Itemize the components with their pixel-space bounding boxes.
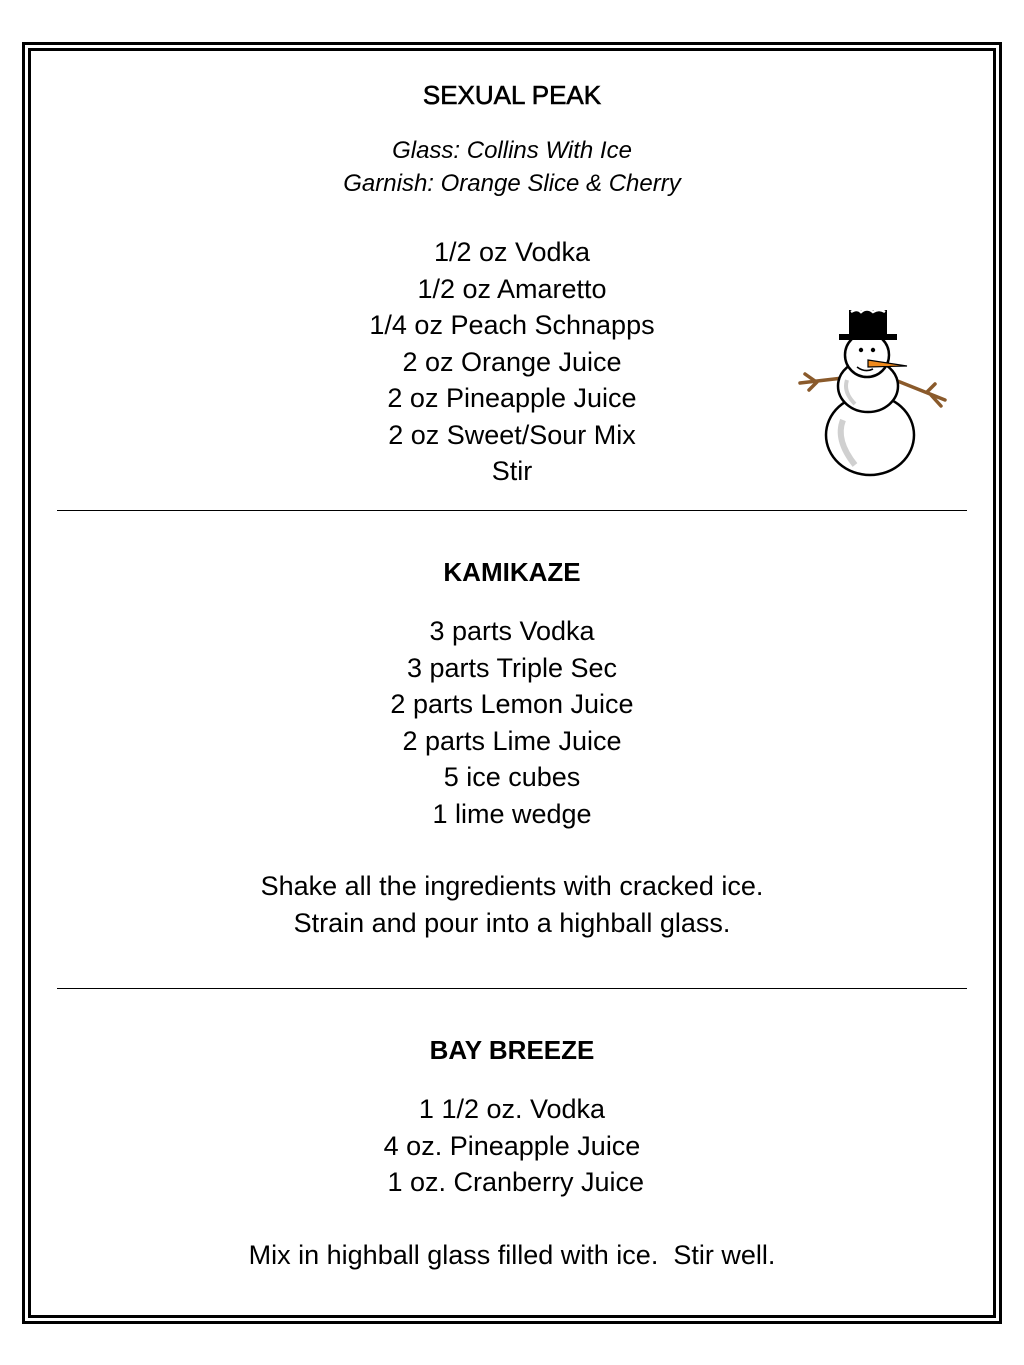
- glass-line: Glass: Collins With Ice: [392, 137, 632, 164]
- ingredient-line: 1/2 oz Amaretto: [417, 273, 607, 304]
- recipe-title-kamikaze: KAMIKAZE: [443, 557, 581, 587]
- recipe-meta-sexual-peak: [0, 134, 1024, 200]
- ingredient-list-kamikaze: [0, 613, 1024, 832]
- ingredient-list-bay-breeze: [0, 1091, 1024, 1201]
- ingredient-line: 1/4 oz Peach Schnapps: [369, 310, 655, 340]
- instruction-line: Mix in highball glass filled with ice. Stir well.: [248, 1240, 776, 1270]
- hat-crown: [849, 310, 887, 336]
- ingredient-line: 2 parts Lemon Juice: [390, 689, 634, 719]
- ingredient-line: 4 oz. Pineapple Juice: [383, 1130, 641, 1161]
- section-divider: [57, 988, 967, 989]
- ingredient-line: Stir: [491, 456, 533, 486]
- ingredient-line: 1/2 oz Vodka: [433, 237, 591, 267]
- recipe-title-sexual-peak: SEXUAL PEAK: [422, 80, 602, 110]
- section-divider: [57, 510, 967, 511]
- instruction-line: Shake all the ingredients with cracked ice.: [260, 871, 764, 901]
- instruction-line: Strain and pour into a highball glass.: [293, 907, 731, 938]
- left-arm: [800, 374, 843, 390]
- ingredient-line: 2 parts Lime Juice: [402, 725, 622, 756]
- ingredient-line: 1 lime wedge: [432, 798, 592, 829]
- right-arm: [895, 380, 945, 406]
- instructions-bay-breeze: [0, 1237, 1024, 1274]
- ingredient-line: 2 oz Sweet/Sour Mix: [388, 419, 636, 450]
- ingredient-line: 5 ice cubes: [443, 762, 581, 792]
- ingredient-line: 1 oz. Cranberry Juice: [379, 1167, 645, 1197]
- recipe-title-bay-breeze: BAY BREEZE: [429, 1035, 595, 1065]
- ingredient-line: 3 parts Vodka: [429, 616, 595, 646]
- ingredient-line: 3 parts Triple Sec: [406, 652, 618, 683]
- ingredient-line: 2 oz Pineapple Juice: [387, 383, 637, 413]
- snowman-icon: [795, 300, 950, 480]
- instructions-kamikaze: [0, 868, 1024, 941]
- garnish-line: Garnish: Orange Slice & Cherry: [343, 170, 681, 197]
- ingredient-line: 1 1/2 oz. Vodka: [418, 1094, 606, 1124]
- ingredient-line: 2 oz Orange Juice: [402, 346, 622, 377]
